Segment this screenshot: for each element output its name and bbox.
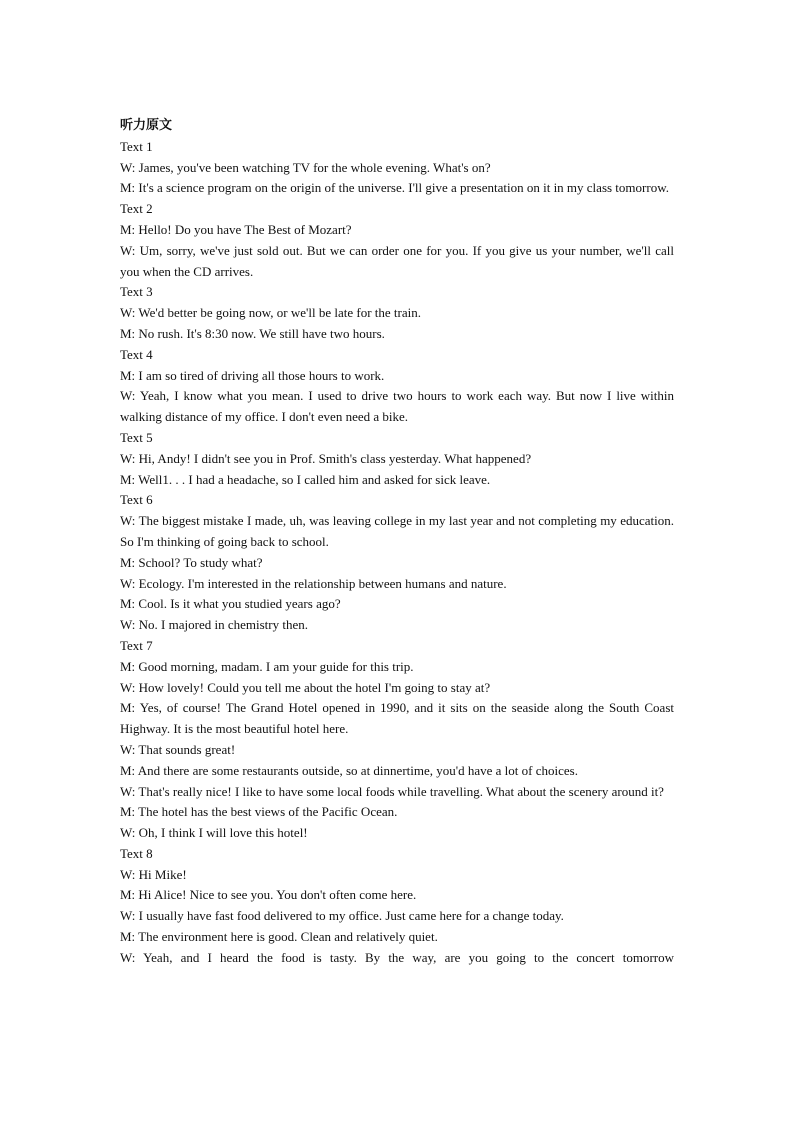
dialogue-line: M: It's a science program on the origin of the universe. I'll give a presentation on it in my class tomorrow.: [120, 180, 669, 196]
document-title: 听力原文: [120, 118, 173, 133]
dialogue-line: W: How lovely! Could you tell me about the hotel I'm going to stay at?: [120, 679, 491, 695]
dialogue-line: W: Hi, Andy! I didn't see you in Prof. Smith's class yesterday. What happened?: [120, 450, 532, 466]
dialogue-line: W: The biggest mistake I made, uh, was leaving college in my last year and not completing my education. So I'm thinking of going back to school.: [120, 513, 674, 549]
dialogue-line: W: Hi Mike!: [120, 866, 187, 882]
section-heading-text-3: Text 3: [120, 284, 153, 300]
dialogue-line-continued: W: Yeah, and I heard the food is tasty. By the way, are you going to the concert tomorrow: [120, 949, 674, 965]
dialogue-line: M: Good morning, madam. I am your guide for this trip.: [120, 658, 414, 674]
dialogue-line: W: Oh, I think I will love this hotel!: [120, 825, 308, 841]
section-heading-text-1: Text 1: [120, 138, 153, 154]
dialogue-line: M: And there are some restaurants outside, so at dinnertime, you'd have a lot of choices.: [120, 762, 578, 778]
section-heading-text-5: Text 5: [120, 429, 153, 445]
section-heading-text-4: Text 4: [120, 346, 153, 362]
dialogue-line: M: Well1. . . I had a headache, so I called him and asked for sick leave.: [120, 471, 491, 487]
dialogue-line: M: The environment here is good. Clean and relatively quiet.: [120, 929, 438, 945]
dialogue-line: W: No. I majored in chemistry then.: [120, 617, 308, 633]
dialogue-line: W: That sounds great!: [120, 741, 236, 757]
section-heading-text-6: Text 6: [120, 492, 153, 508]
dialogue-line: W: Yeah, I know what you mean. I used to drive two hours to work each way. But now I live within walking distance of my office. I don't even need a bike.: [120, 388, 674, 425]
dialogue-line: W: We'd better be going now, or we'll be late for the train.: [120, 305, 421, 321]
dialogue-line: M: Cool. Is it what you studied years ago?: [120, 596, 341, 612]
section-heading-text-7: Text 7: [120, 637, 153, 653]
dialogue-line: M: The hotel has the best views of the Pacific Ocean.: [120, 804, 398, 820]
dialogue-line: M: Hi Alice! Nice to see you. You don't often come here.: [120, 887, 417, 903]
dialogue-line: W: That's really nice! I like to have some local foods while travelling. What about the scenery around it?: [120, 783, 664, 799]
dialogue-line: W: I usually have fast food delivered to my office. Just came here for a change today.: [120, 908, 564, 924]
dialogue-line: M: Hello! Do you have The Best of Mozart?: [120, 221, 352, 237]
section-heading-text-2: Text 2: [120, 201, 153, 217]
section-heading-text-8: Text 8: [120, 845, 153, 861]
dialogue-line: M: No rush. It's 8:30 now. We still have two hours.: [120, 325, 385, 341]
dialogue-line: W: Um, sorry, we've just sold out. But we can order one for you. If you give us your number, we'll call you when the CD arrives.: [120, 242, 674, 279]
document-page: [120, 116, 674, 969]
dialogue-line: M: I am so tired of driving all those hours to work.: [120, 367, 385, 383]
dialogue-line: M: School? To study what?: [120, 554, 263, 570]
dialogue-line: W: Ecology. I'm interested in the relationship between humans and nature.: [120, 575, 507, 591]
dialogue-line: M: Yes, of course! The Grand Hotel opened in 1990, and it sits on the seaside along the South Coast Highway. It is the most beautiful hotel here.: [120, 700, 674, 737]
dialogue-line: W: James, you've been watching TV for the whole evening. What's on?: [120, 159, 491, 175]
